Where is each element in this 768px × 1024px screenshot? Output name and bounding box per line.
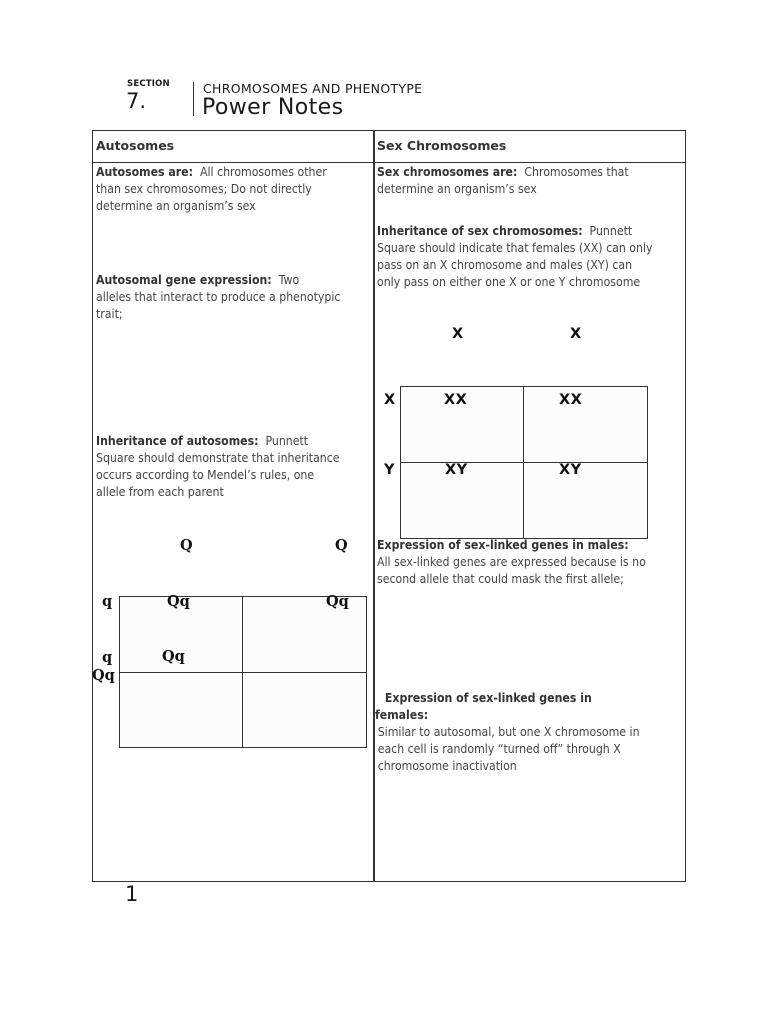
punnett-side-allele-2: q [102, 649, 113, 666]
sex-chromosomes-definition: Sex chromosomes are: Chromosomes that determine an organism’s sex [377, 165, 629, 196]
punnett-cell-1: Qq [167, 593, 190, 610]
punnett-top-allele-2: X [570, 326, 582, 342]
page-title: Power Notes [202, 95, 344, 120]
punnett-cell-4: XY [559, 462, 582, 478]
punnett-top-allele-1: X [452, 326, 464, 342]
autosomes-definition: Autosomes are: All chromosomes other than sex chromosomes; Do not directly determine an organism’s sex [96, 165, 327, 213]
sex-linked-expression-males: Expression of sex-linked genes in males: All sex-linked genes are expressed because is no second allele that could mask the first allele; [377, 538, 646, 586]
punnett-side-extra: Qq [92, 667, 115, 684]
inheritance-of-autosomes: Inheritance of autosomes: Punnett Square should demonstrate that inheritance occurs according to Mendel’s rules, one allele from each parent [96, 434, 340, 499]
autosome-inheritance-label: Inheritance of autosomes: [96, 434, 259, 448]
punnett-side-allele-1: X [384, 392, 396, 408]
punnett-side-allele-2: Y [384, 462, 395, 478]
punnett-cell-2: Qq [326, 593, 349, 610]
punnett-cell-1: XX [444, 392, 468, 408]
autosomes-are-label: Autosomes are: [96, 165, 194, 179]
header-row-divider [92, 162, 686, 163]
punnett-top-allele-1: Q [180, 537, 193, 554]
section-number: 7. [126, 89, 147, 113]
autosomal-gene-expression: Autosomal gene expression: Two alleles that interact to produce a phenotypic trait; [96, 273, 341, 321]
autosomal-expression-label: Autosomal gene expression: [96, 273, 272, 287]
females-expression-label: Expression of sex-linked genes in [384, 691, 592, 705]
sex-chromosomes-are-label: Sex chromosomes are: [377, 165, 518, 179]
header-divider [193, 82, 194, 116]
page-number: 1 [125, 882, 139, 906]
chapter-title: CHROMOSOMES AND PHENOTYPE [203, 81, 423, 96]
punnett-cell-2: XX [559, 392, 583, 408]
inheritance-of-sex-chromosomes: Inheritance of sex chromosomes: Punnett Square should indicate that females (XX) can only pass on an X chromosome and males (XY) can only pass on either one X or one Y chromosome [377, 224, 653, 289]
punnett-side-allele-1: q [102, 593, 113, 610]
males-expression-label: Expression of sex-linked genes in males: [377, 538, 629, 552]
punnett-cell-3: Qq [162, 648, 185, 665]
punnett-grid-line [400, 462, 648, 463]
punnett-grid-line [119, 672, 367, 673]
column-header-sex-chromosomes: Sex Chromosomes [377, 138, 507, 153]
sex-linked-expression-females: Expression of sex-linked genes in females: Similar to autosomal, but one X chromosome in each cell is randomly “turned off” through X chromosome inactivation [375, 691, 640, 773]
punnett-top-allele-2: Q [335, 537, 348, 554]
punnett-cell-3: XY [445, 462, 468, 478]
section-label: SECTION [127, 79, 170, 89]
column-header-autosomes: Autosomes [96, 138, 175, 153]
sex-inheritance-label: Inheritance of sex chromosomes: [377, 224, 583, 238]
